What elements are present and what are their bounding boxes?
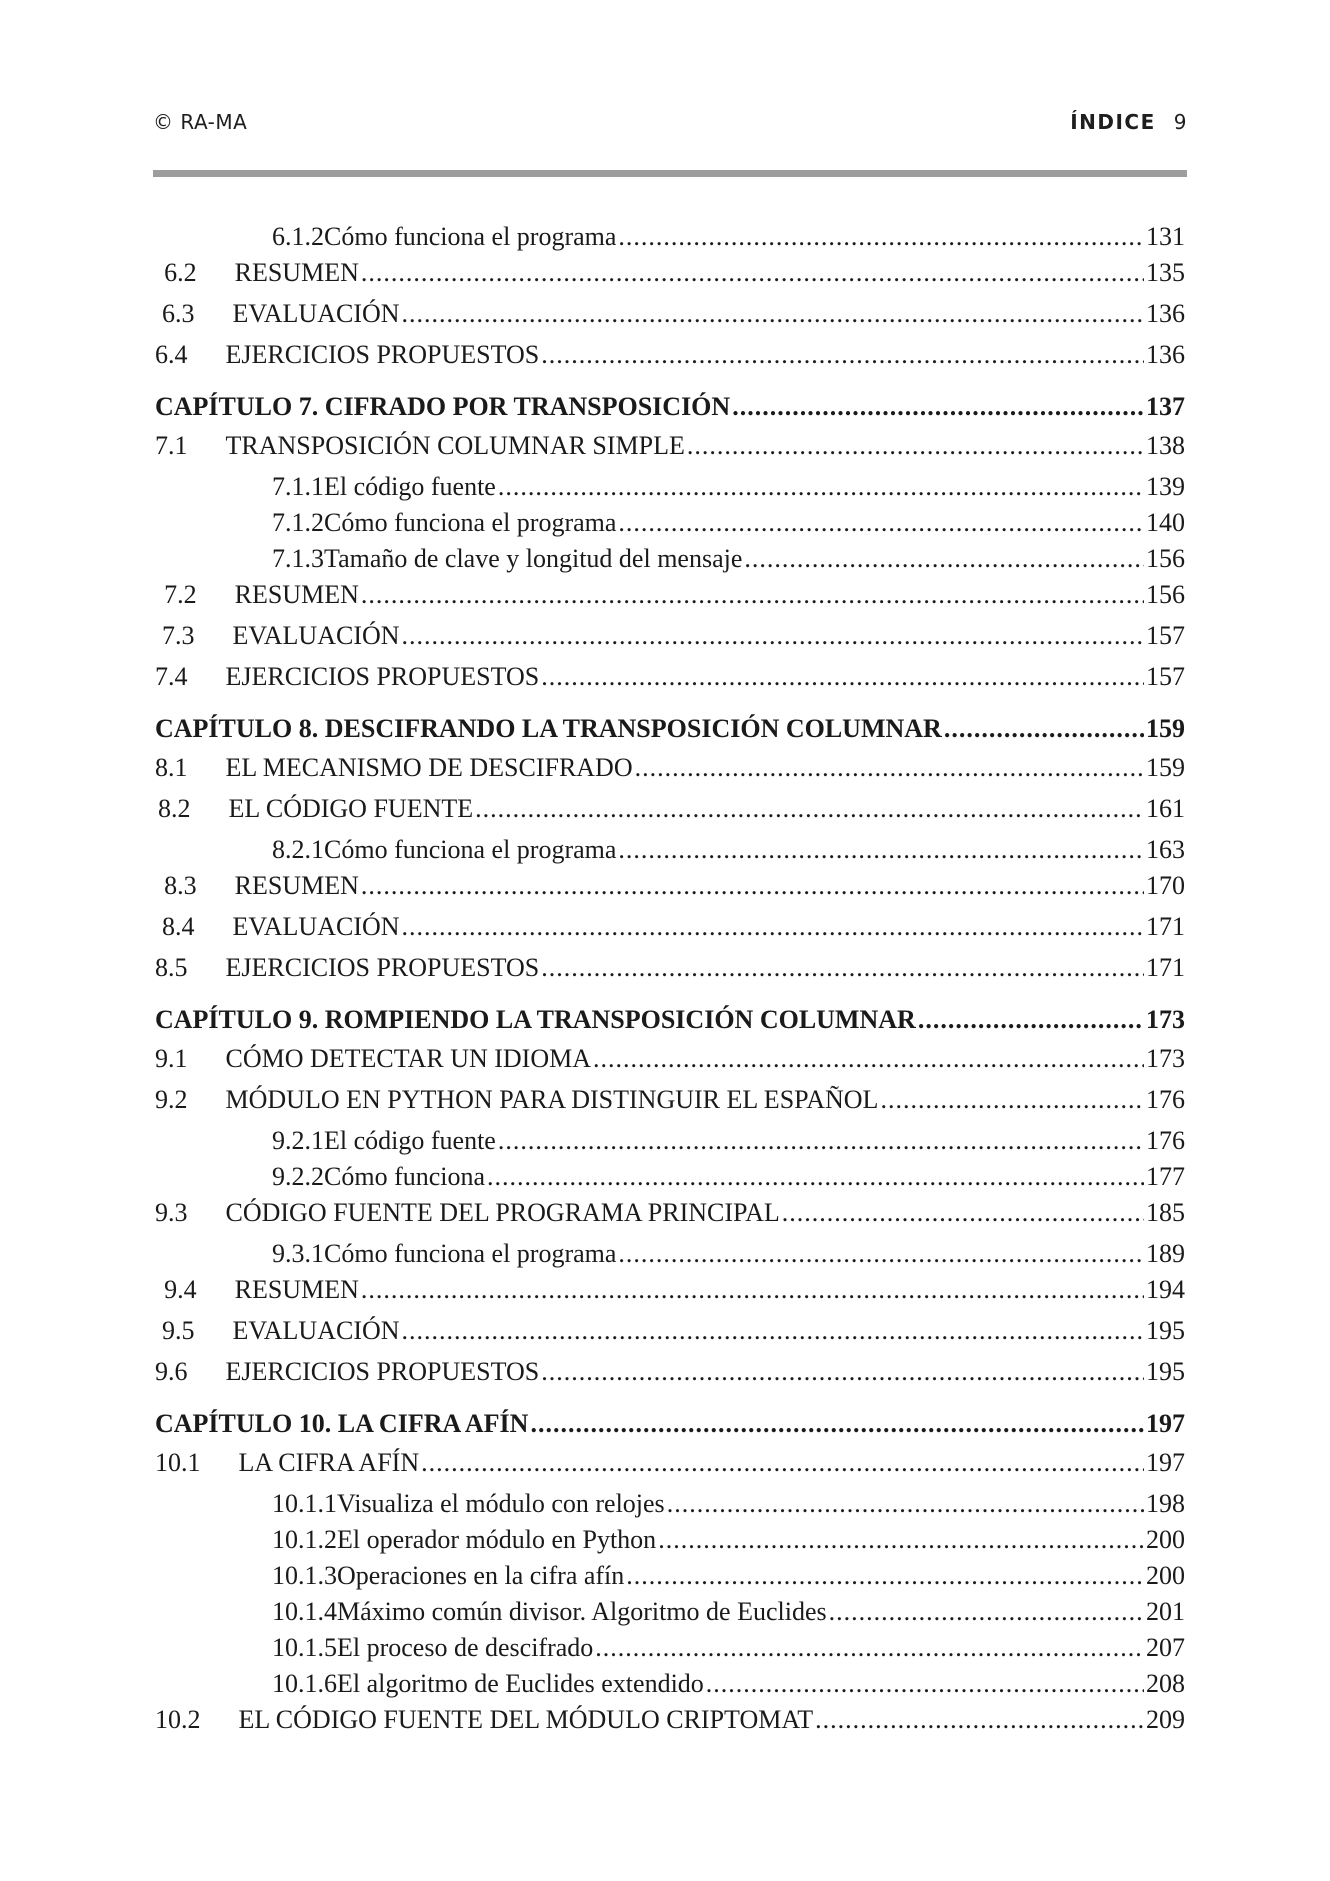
section-title: ÍNDICE (1070, 110, 1156, 134)
running-head (153, 110, 1187, 150)
dot-leader (618, 1239, 1144, 1269)
toc-subsection[interactable] (155, 222, 1185, 258)
toc-section[interactable] (155, 662, 1185, 703)
toc-entry-title: Operaciones en la cifra afín (337, 1561, 625, 1590)
toc-entry-page: 171 (1146, 953, 1185, 982)
toc-entry-title: Cómo funciona el programa (324, 508, 617, 537)
toc-chapter[interactable] (155, 392, 1185, 431)
dot-leader (706, 1669, 1144, 1699)
toc-entry-title: CAPÍTULO 9. ROMPIENDO LA TRANSPOSICIÓN COLUMNAR (155, 1005, 916, 1034)
toc-entry-page: 207 (1146, 1633, 1185, 1662)
toc-entry-number: 8.2.1 (272, 835, 324, 864)
toc-entry-number: 9.2 (155, 1085, 188, 1114)
toc-section[interactable] (155, 431, 1185, 472)
dot-leader (361, 258, 1144, 288)
dot-leader (487, 1162, 1144, 1192)
toc-entry-number: 9.5 (161, 1316, 195, 1345)
toc-entry-title: Tamaño de clave y longitud del mensaje (324, 544, 743, 573)
toc-entry-page: 159 (1146, 753, 1185, 782)
toc-entry-number: 7.1.1 (272, 472, 324, 501)
toc-entry-title: TRANSPOSICIÓN COLUMNAR SIMPLE (225, 431, 685, 460)
toc-entry-number: 10.1.6 (272, 1669, 337, 1698)
toc-entry-title: EJERCICIOS PROPUESTOS (225, 662, 540, 691)
toc-entry-title: CÓDIGO FUENTE DEL PROGRAMA PRINCIPAL (225, 1198, 780, 1227)
toc-entry-number: 9.3.1 (272, 1239, 324, 1268)
toc-section[interactable] (155, 1275, 1185, 1316)
toc-subsection[interactable] (155, 835, 1185, 871)
toc-entry-number: 7.1.2 (272, 508, 324, 537)
toc-section[interactable] (155, 953, 1185, 994)
dot-leader (918, 1005, 1144, 1035)
toc-subsection[interactable] (155, 1669, 1185, 1705)
toc-section[interactable] (155, 753, 1185, 794)
dot-leader (541, 1357, 1144, 1387)
toc-subsection[interactable] (155, 1489, 1185, 1525)
toc-entry-number: 10.1.2 (272, 1525, 337, 1554)
toc-chapter[interactable] (155, 1005, 1185, 1044)
toc-entry-title: CAPÍTULO 7. CIFRADO POR TRANSPOSICIÓN (155, 392, 731, 421)
toc-entry-title: EVALUACIÓN (232, 299, 400, 328)
toc-entry-page: 163 (1146, 835, 1185, 864)
toc-entry-number: 10.2 (155, 1705, 201, 1734)
toc-entry-title: MÓDULO EN PYTHON PARA DISTINGUIR EL ESPAÑOL (225, 1085, 879, 1114)
dot-leader (667, 1489, 1144, 1519)
toc-entry-number: 10.1.5 (272, 1633, 337, 1662)
dot-leader (880, 1085, 1144, 1115)
toc-section[interactable] (155, 340, 1185, 381)
toc-subsection[interactable] (155, 508, 1185, 544)
toc-entry-title: CÓMO DETECTAR UN IDIOMA (225, 1044, 592, 1073)
toc-entry-page: 156 (1146, 580, 1185, 609)
toc-entry-title: Cómo funciona el programa (324, 1239, 617, 1268)
toc-entry-page: 176 (1146, 1126, 1185, 1155)
toc-entry-page: 195 (1146, 1357, 1185, 1386)
toc-entry-page: 157 (1146, 621, 1185, 650)
toc-section[interactable] (155, 1448, 1185, 1489)
dot-leader (530, 1409, 1144, 1439)
toc-entry-number: 10.1 (155, 1448, 201, 1477)
toc-subsection[interactable] (155, 1597, 1185, 1633)
toc-section[interactable] (155, 621, 1185, 662)
toc-entry-number: 7.3 (161, 621, 195, 650)
toc-entry-title: RESUMEN (234, 1275, 359, 1304)
dot-leader (402, 912, 1144, 942)
toc-entry-page: 161 (1146, 794, 1185, 823)
toc-entry-page: 173 (1146, 1005, 1185, 1034)
toc-entry-number: 7.1.3 (272, 544, 324, 573)
toc-entry-page: 139 (1146, 472, 1185, 501)
toc-entry-title: RESUMEN (234, 871, 359, 900)
toc-entry-page: 159 (1146, 714, 1185, 743)
toc-entry-number: 8.3 (164, 871, 197, 900)
toc-entry-title: EL CÓDIGO FUENTE (228, 794, 474, 823)
dot-leader (541, 340, 1144, 370)
toc-entry-page: 197 (1146, 1448, 1185, 1477)
toc-section[interactable] (155, 299, 1185, 340)
toc-entry-page: 200 (1146, 1561, 1185, 1590)
toc-entry-title: EVALUACIÓN (232, 912, 400, 941)
toc-entry-page: 136 (1146, 340, 1185, 369)
toc-chapter[interactable] (155, 1409, 1185, 1448)
toc-entry-page: 176 (1146, 1085, 1185, 1114)
toc-section[interactable] (155, 912, 1185, 953)
toc-subsection[interactable] (155, 1239, 1185, 1275)
toc-entry-page: 189 (1146, 1239, 1185, 1268)
toc-entry-title: EJERCICIOS PROPUESTOS (225, 1357, 540, 1386)
toc-entry-title: EJERCICIOS PROPUESTOS (225, 953, 540, 982)
dot-leader (421, 1448, 1144, 1478)
toc-entry-number: 6.4 (155, 340, 188, 369)
dot-leader (618, 222, 1144, 252)
toc-entry-page: 200 (1146, 1525, 1185, 1554)
toc-entry-number: 6.3 (161, 299, 195, 328)
dot-leader (361, 580, 1144, 610)
toc-subsection[interactable] (155, 1162, 1185, 1198)
toc-entry-title: El operador módulo en Python (337, 1525, 657, 1554)
toc-entry-page: 170 (1146, 871, 1185, 900)
toc-subsection[interactable] (155, 544, 1185, 580)
toc-section[interactable] (155, 1357, 1185, 1398)
toc-entry-page: 157 (1146, 662, 1185, 691)
dot-leader (593, 1044, 1144, 1074)
dot-leader (782, 1198, 1144, 1228)
toc-section[interactable] (155, 1316, 1185, 1357)
toc-entry-page: 198 (1146, 1489, 1185, 1518)
toc-entry-page: 185 (1146, 1198, 1185, 1227)
toc-subsection[interactable] (155, 472, 1185, 508)
dot-leader (658, 1525, 1144, 1555)
toc-entry-number: 9.4 (164, 1275, 197, 1304)
dot-leader (402, 299, 1144, 329)
toc-subsection[interactable] (155, 1525, 1185, 1561)
dot-leader (595, 1633, 1144, 1663)
toc-entry-number: 8.2 (158, 794, 191, 823)
toc-chapter[interactable] (155, 714, 1185, 753)
toc-entry-number: 7.2 (164, 580, 197, 609)
toc-entry-title: El código fuente (324, 472, 496, 501)
toc-entry-number: 9.1 (155, 1044, 188, 1073)
dot-leader (361, 1275, 1144, 1305)
toc-entry-page: 201 (1146, 1597, 1185, 1626)
toc-entry-title: RESUMEN (234, 580, 359, 609)
dot-leader (618, 508, 1144, 538)
dot-leader (402, 1316, 1144, 1346)
toc-subsection[interactable] (155, 1561, 1185, 1597)
dot-leader (815, 1705, 1144, 1735)
toc-entry-number: 6.1.2 (272, 222, 324, 251)
toc-entry-number: 7.1 (155, 431, 188, 460)
dot-leader (475, 794, 1144, 824)
toc-entry-number: 9.2.2 (272, 1162, 324, 1191)
page-number: 9 (1173, 110, 1187, 134)
toc-entry-title: El algoritmo de Euclides extendido (337, 1669, 704, 1698)
toc-entry-page: 138 (1146, 431, 1185, 460)
toc-entry-page: 140 (1146, 508, 1185, 537)
table-of-contents (155, 222, 1185, 1746)
toc-entry-number: 8.1 (155, 753, 188, 782)
toc-entry-page: 208 (1146, 1669, 1185, 1698)
dot-leader (944, 714, 1144, 744)
dot-leader (402, 621, 1144, 651)
dot-leader (541, 953, 1144, 983)
toc-entry-title: El proceso de descifrado (337, 1633, 594, 1662)
toc-subsection[interactable] (155, 1633, 1185, 1669)
toc-entry-page: 197 (1146, 1409, 1185, 1438)
toc-entry-title: EJERCICIOS PROPUESTOS (225, 340, 540, 369)
dot-leader (829, 1597, 1144, 1627)
dot-leader (732, 392, 1144, 422)
toc-entry-number: 9.3 (155, 1198, 188, 1227)
toc-section[interactable] (155, 871, 1185, 912)
dot-leader (744, 544, 1144, 574)
toc-entry-page: 137 (1146, 392, 1185, 421)
dot-leader (687, 431, 1144, 461)
toc-entry-page: 156 (1146, 544, 1185, 573)
toc-entry-number: 7.4 (155, 662, 188, 691)
dot-leader (635, 753, 1144, 783)
toc-entry-number: 6.2 (164, 258, 197, 287)
toc-entry-page: 173 (1146, 1044, 1185, 1073)
toc-entry-number: 10.1.4 (272, 1597, 337, 1626)
toc-entry-number: 9.2.1 (272, 1126, 324, 1155)
toc-entry-title: EVALUACIÓN (232, 1316, 400, 1345)
toc-entry-title: El código fuente (324, 1126, 496, 1155)
toc-entry-number: 10.1.1 (272, 1489, 337, 1518)
toc-section[interactable] (155, 580, 1185, 621)
toc-section[interactable] (155, 258, 1185, 299)
toc-entry-title: Cómo funciona el programa (324, 835, 617, 864)
dot-leader (498, 472, 1144, 502)
toc-entry-page: 171 (1146, 912, 1185, 941)
dot-leader (626, 1561, 1144, 1591)
toc-entry-title: Máximo común divisor. Algoritmo de Euclides (337, 1597, 827, 1626)
toc-entry-title: Cómo funciona el programa (324, 222, 617, 251)
toc-entry-page: 194 (1146, 1275, 1185, 1304)
toc-entry-title: EL MECANISMO DE DESCIFRADO (225, 753, 633, 782)
publisher-mark: © RA-MA (153, 110, 248, 134)
toc-section[interactable] (155, 794, 1185, 835)
toc-entry-number: 8.4 (161, 912, 195, 941)
toc-entry-page: 177 (1146, 1162, 1185, 1191)
toc-entry-title: LA CIFRA AFÍN (238, 1448, 420, 1477)
dot-leader (541, 662, 1144, 692)
toc-entry-title: EVALUACIÓN (232, 621, 400, 650)
toc-entry-page: 209 (1146, 1705, 1185, 1734)
section-heading (1070, 110, 1187, 134)
toc-entry-title: CAPÍTULO 10. LA CIFRA AFÍN (155, 1409, 529, 1438)
toc-entry-page: 195 (1146, 1316, 1185, 1345)
toc-entry-title: Cómo funciona (324, 1162, 486, 1191)
header-rule (153, 170, 1187, 177)
toc-entry-page: 136 (1146, 299, 1185, 328)
dot-leader (361, 871, 1144, 901)
toc-entry-title: EL CÓDIGO FUENTE DEL MÓDULO CRIPTOMAT (238, 1705, 814, 1734)
toc-entry-page: 135 (1146, 258, 1185, 287)
toc-subsection[interactable] (155, 1126, 1185, 1162)
dot-leader (618, 835, 1144, 865)
toc-entry-page: 131 (1146, 222, 1185, 251)
toc-section[interactable] (155, 1705, 1185, 1746)
toc-entry-number: 10.1.3 (272, 1561, 337, 1590)
toc-entry-title: RESUMEN (234, 258, 359, 287)
dot-leader (498, 1126, 1144, 1156)
toc-section[interactable] (155, 1198, 1185, 1239)
toc-entry-number: 9.6 (155, 1357, 188, 1386)
toc-section[interactable] (155, 1085, 1185, 1126)
toc-entry-number: 8.5 (155, 953, 188, 982)
toc-entry-title: Visualiza el módulo con relojes (337, 1489, 665, 1518)
toc-section[interactable] (155, 1044, 1185, 1085)
toc-entry-title: CAPÍTULO 8. DESCIFRANDO LA TRANSPOSICIÓN COLUMNAR (155, 714, 942, 743)
